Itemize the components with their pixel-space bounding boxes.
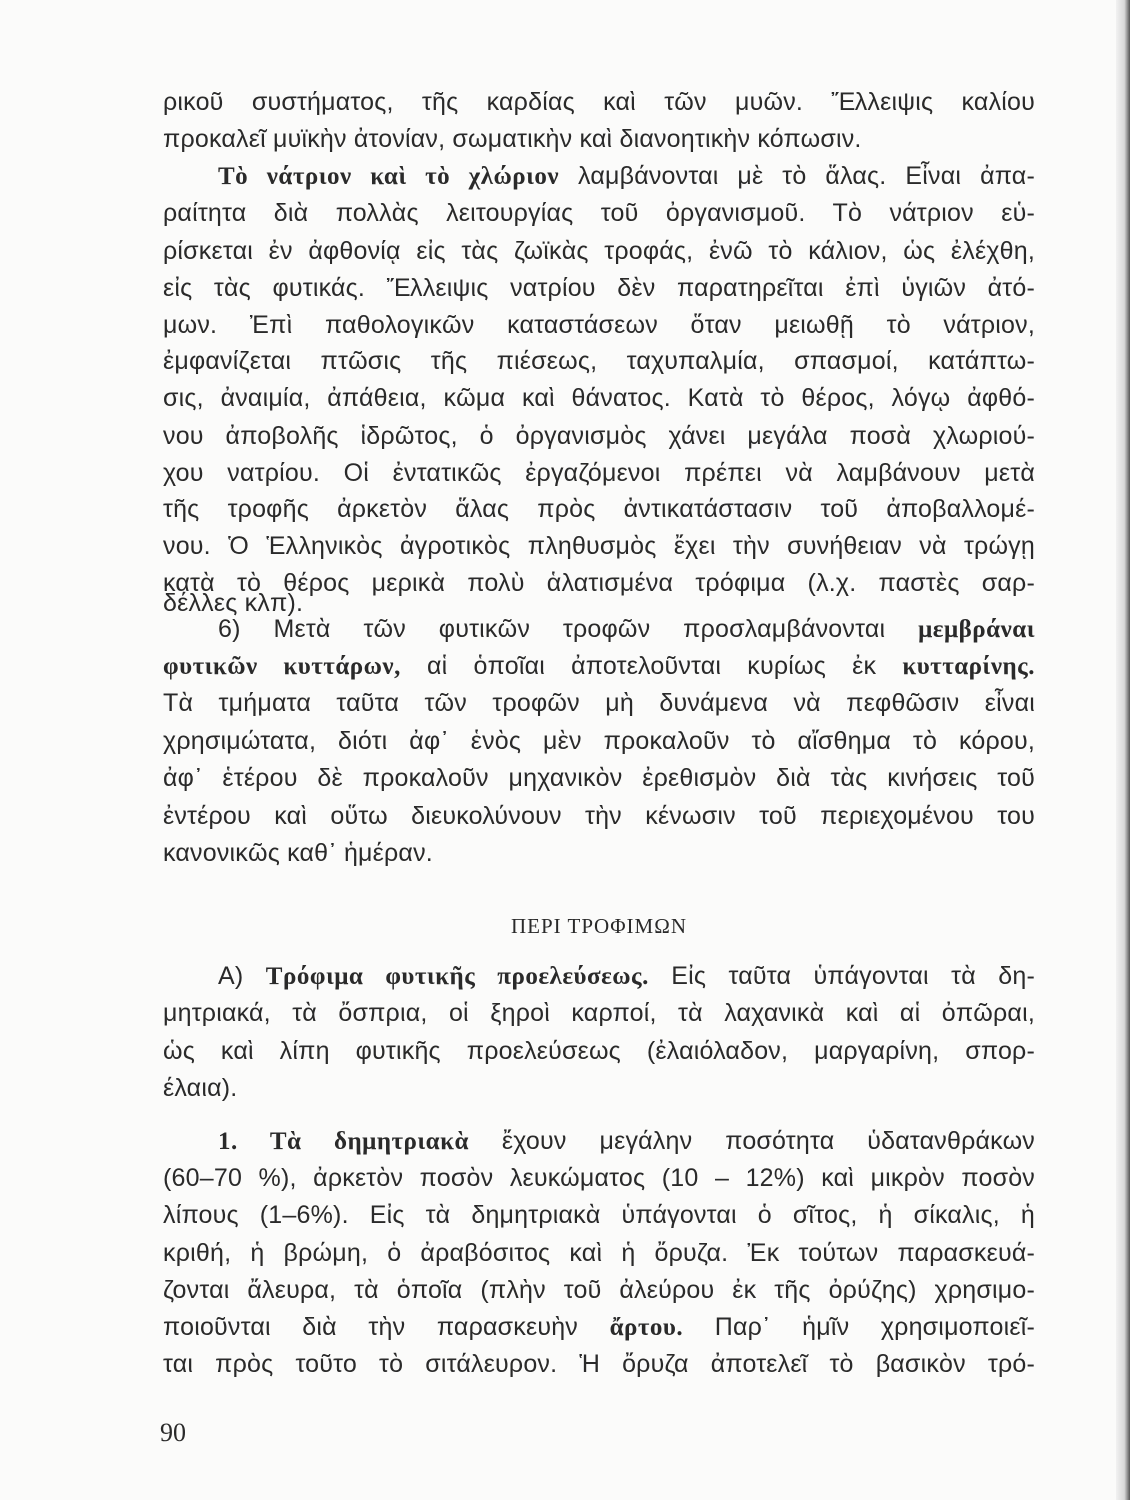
bold-term: μεμβράναι <box>918 616 1035 643</box>
text-run: Παρ᾽ ἡμῖν χρησιμοποιεῖ- <box>683 1313 1035 1341</box>
text-run: εἰς τὰς φυτικάς. Ἔλλειψις νατρίου δὲν παρατηρεῖται ἐπὶ ὑγιῶν ἀτό- <box>163 274 1035 302</box>
text-run: έλαια). <box>163 1074 238 1102</box>
text-run: μων. Ἐπὶ παθολογικῶν καταστάσεων ὅταν μειωθῇ τὸ νάτριον, <box>163 311 1035 339</box>
text-run: ἔχουν μεγάλην ποσότητα ὑδατανθράκων <box>468 1127 1035 1155</box>
text-line <box>163 997 1035 1029</box>
text-line <box>163 420 1035 452</box>
text-run: μητριακά, τὰ ὄσπρια, οἱ ξηροὶ καρποί, τὰ λαχανικὰ καὶ αἱ ὀπῶραι, <box>163 999 1035 1027</box>
text-run: ἐμφανίζεται πτῶσις τῆς πιέσεως, ταχυπαλμία, σπασμοί, κατάπτω- <box>163 347 1035 375</box>
text-run: χρησιμώτατα, διότι ἀφ᾽ ἑνὸς μὲν προκαλοῦν τὸ αἴσθημα τὸ κόρου, <box>163 727 1035 755</box>
bold-term: Τὸ νάτριον καὶ τὸ χλώριον <box>218 163 560 190</box>
text-line <box>218 1125 1035 1158</box>
text-line <box>163 86 1035 118</box>
text-run: ἐντέρου καὶ οὕτω διευκολύνουν τὴν κένωσιν τοῦ περιεχομένου του <box>163 802 1035 830</box>
text-run: 6) Μετὰ τῶν φυτικῶν τροφῶν προσλαμβάνονται <box>218 615 919 643</box>
bold-term: κυτταρίνης. <box>902 653 1035 680</box>
text-run: ραίτητα διὰ πολλὰς λειτουργίας τοῦ ὀργανισμοῦ. Τὸ νάτριον εὑ- <box>163 199 1035 227</box>
text-line <box>163 382 1035 414</box>
text-run: Τὰ τμήματα ταῦτα τῶν τροφῶν μὴ δυνάμενα νὰ πεφθῶσιν εἶναι <box>163 689 1035 717</box>
text-run: σις, ἀναιμία, ἀπάθεια, κῶμα καὶ θάνατος. Κατὰ τὸ θέρος, λόγῳ ἀφθό- <box>163 384 1035 412</box>
text-line <box>163 1162 1035 1194</box>
text-line <box>163 1035 1035 1067</box>
text-run: Εἰς ταῦτα ὑπάγονται τὰ δη- <box>648 962 1036 990</box>
text-line <box>163 1348 1035 1380</box>
text-run: ρικοῦ συστήματος, τῆς καρδίας καὶ τῶν μυῶν. Ἔλλειψις καλίου <box>163 88 1035 116</box>
text-run: ζονται ἄλευρα, τὰ ὁποῖα (πλὴν τοῦ ἀλεύρου ἐκ τῆς ὀρύζης) χρησιμο- <box>163 1276 1035 1304</box>
text-run: ΠΕΡΙ ΤΡΟΦΙΜΩΝ <box>511 914 687 938</box>
text-line <box>163 123 1035 155</box>
text-line <box>163 1274 1035 1306</box>
text-run: Α) <box>218 962 266 990</box>
text-line <box>163 1237 1035 1269</box>
text-run: ποιοῦνται διὰ τὴν παρασκευὴν <box>163 1313 610 1341</box>
text-line <box>163 530 1035 562</box>
text-line <box>163 1311 1035 1344</box>
text-run: λίπους (1–6%). Εἰς τὰ δημητριακὰ ὑπάγονται ὁ σῖτος, ἡ σίκαλις, ἡ <box>163 1201 1035 1229</box>
text-run: τῆς τροφῆς ἀρκετὸν ἅλας πρὸς ἀντικατάστασιν τοῦ ἀποβαλλομέ- <box>163 495 1035 523</box>
text-line <box>163 1199 1035 1231</box>
text-run: κριθή, ἡ βρώμη, ὁ ἀραβόσιτος καὶ ἡ ὄρυζα. Ἐκ τούτων παρασκευά- <box>163 1239 1035 1267</box>
text-line <box>163 235 1035 267</box>
text-line <box>218 613 1035 646</box>
text-run: (60–70 %), ἀρκετὸν ποσὸν λευκώματος (10 – 12%) καὶ μικρὸν ποσὸν <box>163 1164 1035 1192</box>
text-run: ἀφ᾽ ἑτέρου δὲ προκαλοῦν μηχανικὸν ἐρεθισμὸν διὰ τὰς κινήσεις τοῦ <box>163 764 1035 792</box>
text-run: ὡς καὶ λίπη φυτικῆς προελεύσεως (ἐλαιόλαδον, μαργαρίνη, σπορ- <box>163 1037 1035 1065</box>
text-line <box>163 762 1035 794</box>
text-line <box>218 960 1035 993</box>
text-run: νου ἀποβολῆς ἱδρῶτος, ὁ ὀργανισμὸς χάνει μεγάλα ποσὰ χλωριού- <box>163 422 1035 450</box>
page-number: 90 <box>160 1418 186 1447</box>
text-run: κατὰ τὸ θέρος μερικὰ πολὺ ἁλατισμένα τρόφιμα (λ.χ. παστὲς σαρ- <box>163 569 1035 597</box>
text-run: δέλλες κλπ). <box>163 589 304 617</box>
text-line <box>218 160 1035 193</box>
text-line <box>163 725 1035 757</box>
text-line <box>163 345 1035 377</box>
bold-term: 1. Τὰ δημητριακὰ <box>218 1128 469 1155</box>
text-run: ται πρὸς τοῦτο τὸ σιτάλευρον. Ἡ ὄρυζα ἀποτελεῖ τὸ βασικὸν τρό- <box>163 1350 1035 1378</box>
text-line <box>163 800 1035 832</box>
text-line <box>163 457 1035 489</box>
text-run: προκαλεῖ μυϊκὴν ἀτονίαν, σωματικὴν καὶ διανοητικὴν κόπωσιν. <box>163 125 862 153</box>
text-line <box>163 197 1035 229</box>
section-heading <box>163 910 1035 942</box>
text-run: αἱ ὁποῖαι ἀποτελοῦνται κυρίως ἐκ <box>400 652 903 680</box>
text-line <box>163 272 1035 304</box>
text-run: ρίσκεται ἐν ἀφθονίᾳ εἰς τὰς ζωϊκὰς τροφάς, ἐνῶ τὸ κάλιον, ὡς ἐλέχθη, <box>163 237 1035 265</box>
text-line <box>163 309 1035 341</box>
text-run: κανονικῶς καθ᾽ ἡμέραν. <box>163 839 433 867</box>
bold-term: φυτικῶν κυττάρων, <box>163 653 401 680</box>
text-line <box>163 837 1035 869</box>
text-line <box>163 1072 1035 1104</box>
text-run: χου νατρίου. Οἱ ἐντατικῶς ἐργαζόμενοι πρέπει νὰ λαμβάνουν μετὰ <box>163 459 1035 487</box>
text-run: λαμβάνονται μὲ τὸ ἅλας. Εἶναι ἀπα- <box>559 162 1035 190</box>
text-line <box>163 493 1035 525</box>
text-line <box>163 650 1035 683</box>
text-line <box>163 687 1035 719</box>
page-edge-shadow <box>1116 0 1130 1500</box>
bold-term: Τρόφιμα φυτικῆς προελεύσεως. <box>265 963 649 990</box>
text-run: νου. Ὁ Ἑλληνικὸς ἀγροτικὸς πληθυσμὸς ἔχει τὴν συνήθειαν νὰ τρώγῃ <box>163 532 1035 560</box>
bold-term: ἄρτου. <box>609 1314 684 1341</box>
